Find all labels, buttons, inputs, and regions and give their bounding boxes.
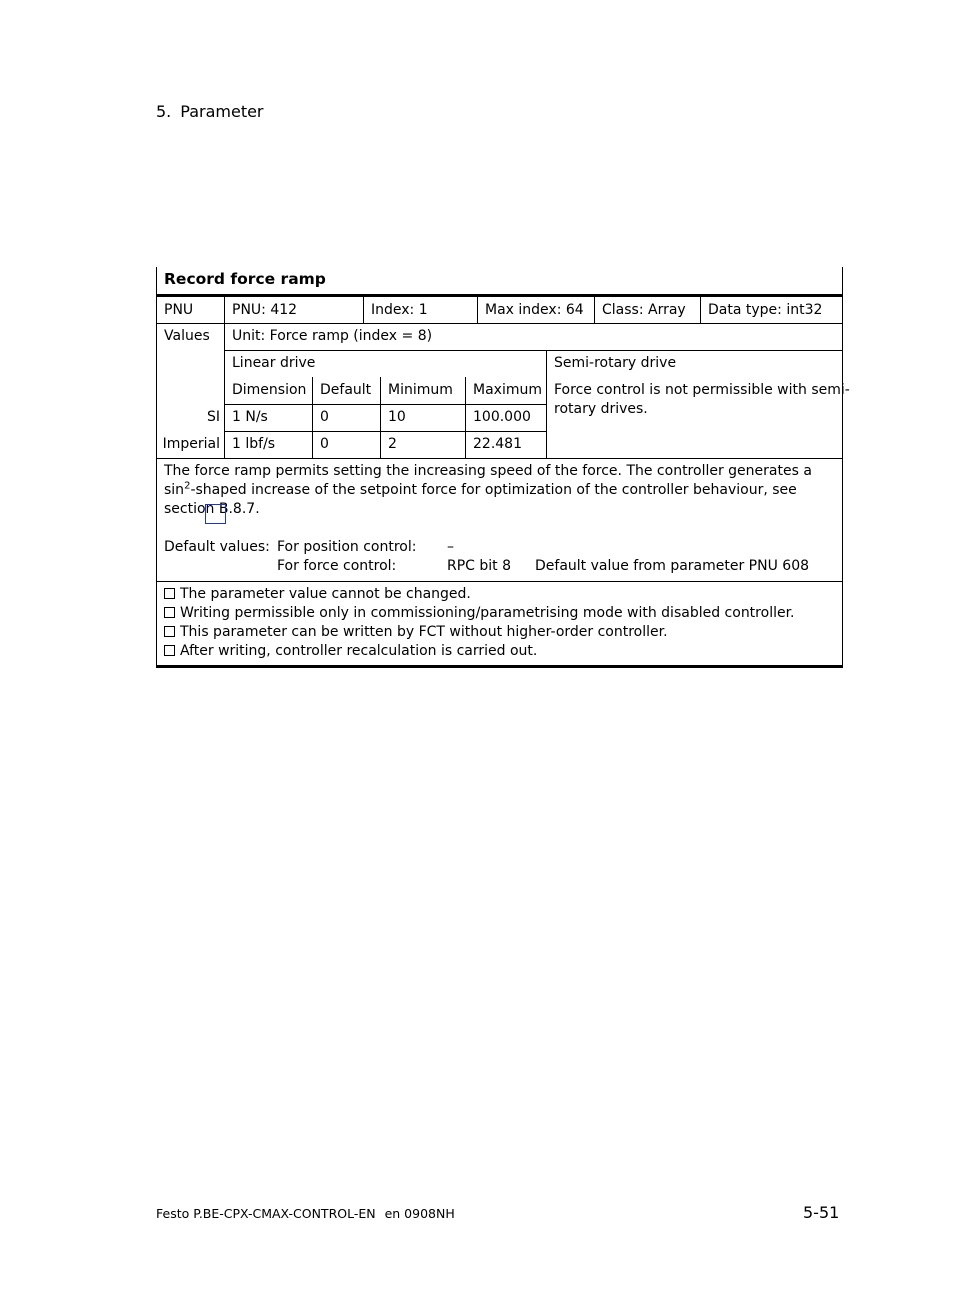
col-dimension: Dimension xyxy=(232,382,307,398)
pnu-value: PNU: 412 xyxy=(232,302,298,318)
checkbox-item xyxy=(164,604,795,623)
description-line1: The force ramp permits setting the increasing speed of the force. The controller generates a xyxy=(164,463,812,479)
semi-rotary-heading: Semi-rotary drive xyxy=(554,355,677,371)
border-left xyxy=(156,267,157,668)
divider xyxy=(224,350,843,351)
defaults-label: Default values: xyxy=(164,539,270,555)
col-maximum: Maximum xyxy=(473,382,542,398)
divider xyxy=(477,297,478,323)
col-default: Default xyxy=(320,382,372,398)
si-maximum: 100.000 xyxy=(473,409,531,425)
border-right xyxy=(842,267,843,668)
page-number: 5-51 xyxy=(803,1203,840,1222)
imperial-maximum: 22.481 xyxy=(473,436,522,452)
description-line3[interactable]: section B.8.7. xyxy=(164,501,260,517)
imperial-minimum: 2 xyxy=(388,436,397,452)
semi-rotary-note-line2: rotary drives. xyxy=(554,401,648,417)
divider xyxy=(156,458,843,459)
imperial-default: 0 xyxy=(320,436,329,452)
max-index-value: Max index: 64 xyxy=(485,302,584,318)
footer-doc-id: Festo P.BE-CPX-CMAX-CONTROL-EN xyxy=(156,1206,376,1221)
si-dimension: 1 N/s xyxy=(232,409,268,425)
row-label-imperial: Imperial xyxy=(162,436,220,452)
section-header xyxy=(156,102,264,121)
checkbox-icon[interactable] xyxy=(164,588,175,599)
divider xyxy=(224,404,547,405)
section-link-highlight[interactable] xyxy=(205,504,226,524)
linear-drive-heading: Linear drive xyxy=(232,355,316,371)
divider xyxy=(224,431,547,432)
checkbox-item xyxy=(164,642,537,661)
col-minimum: Minimum xyxy=(388,382,453,398)
checkbox-item xyxy=(164,623,668,642)
defaults-force-value: RPC bit 8 xyxy=(447,558,512,574)
unit-text: Unit: Force ramp (index = 8) xyxy=(232,328,433,344)
title-rule xyxy=(156,294,843,297)
description-line2 xyxy=(164,481,797,500)
row-label-si: SI xyxy=(206,409,220,425)
divider xyxy=(156,581,843,582)
class-value: Class: Array xyxy=(602,302,686,318)
si-minimum: 10 xyxy=(388,409,406,425)
checkbox-icon[interactable] xyxy=(164,626,175,637)
checkbox-item xyxy=(164,585,471,604)
imperial-dimension: 1 lbf/s xyxy=(232,436,276,452)
pnu-label: PNU xyxy=(164,302,194,318)
description-sin: sin xyxy=(164,482,185,498)
parameter-table xyxy=(156,267,850,668)
data-type-value: Data type: int32 xyxy=(708,302,823,318)
values-label: Values xyxy=(164,328,210,344)
label-column-rule xyxy=(224,297,225,458)
bottom-rule xyxy=(156,665,843,668)
defaults-force-label: For force control: xyxy=(277,558,397,574)
divider xyxy=(380,377,381,458)
semi-rotary-note-line1: Force control is not permissible with semi- xyxy=(554,382,850,398)
divider xyxy=(312,377,313,458)
divider xyxy=(594,297,595,323)
defaults-position-value: – xyxy=(447,539,454,555)
defaults-position-label: For position control: xyxy=(277,539,417,555)
section-number: 5. xyxy=(156,102,172,121)
checkbox-label: Writing permissible only in commissioning/parametrising mode with disabled controller. xyxy=(180,605,795,621)
checkbox-label: This parameter can be written by FCT without higher-order controller. xyxy=(180,624,668,640)
checkbox-icon[interactable] xyxy=(164,645,175,656)
defaults-force-note: Default value from parameter PNU 608 xyxy=(535,558,810,574)
divider xyxy=(700,297,701,323)
index-value: Index: 1 xyxy=(371,302,428,318)
description-line2-rest: -shaped increase of the setpoint force for optimization of the controller behaviour, see xyxy=(190,482,797,498)
checkbox-label: The parameter value cannot be changed. xyxy=(180,586,471,602)
checkbox-icon[interactable] xyxy=(164,607,175,618)
footer-edition: en 0908NH xyxy=(384,1206,455,1221)
divider xyxy=(465,377,466,458)
divider xyxy=(363,297,364,323)
checkbox-label: After writing, controller recalculation is carried out. xyxy=(180,643,538,659)
footer-doc-info xyxy=(156,1206,455,1221)
table-title: Record force ramp xyxy=(164,270,326,288)
section-title: Parameter xyxy=(180,102,264,121)
divider xyxy=(156,323,843,324)
si-default: 0 xyxy=(320,409,329,425)
description-superscript: 2 xyxy=(184,480,191,492)
